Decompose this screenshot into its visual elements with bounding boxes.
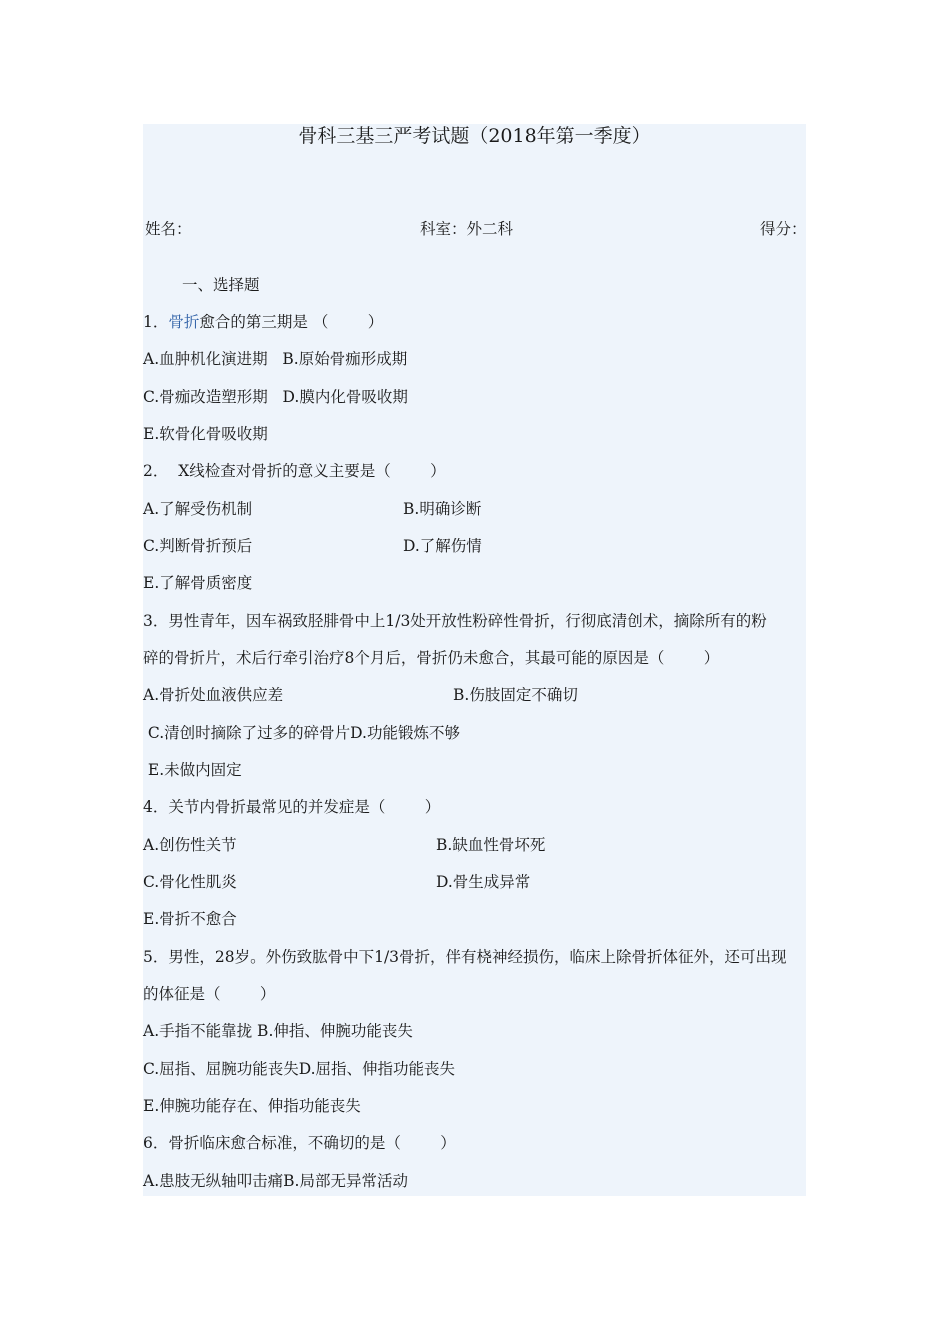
question-2-option-c: C.判断骨折预后	[143, 537, 253, 555]
question-5-line-1: 5．男性，28岁。外伤致肱骨中下1/3骨折，伴有桡神经损伤，临床上除骨折体征外，还可出现	[143, 948, 787, 966]
question-2-option-d: D.了解伤情	[403, 537, 482, 555]
question-1-options-cd: C.骨痂改造塑形期 D.膜内化骨吸收期	[143, 388, 408, 406]
question-3-options-cd: C.清创时摘除了过多的碎骨片D.功能锻炼不够	[143, 724, 460, 742]
question-1-option-e: E.软骨化骨吸收期	[143, 425, 268, 443]
question-3-option-a: A.骨折处血液供应差	[143, 686, 284, 704]
question-4-option-b: B.缺血性骨坏死	[436, 836, 546, 854]
question-4-option-d: D.骨生成异常	[436, 873, 531, 891]
question-1-options-ab: A.血肿机化演进期 B.原始骨痂形成期	[143, 350, 408, 368]
question-3-option-e: E.未做内固定	[143, 761, 242, 779]
question-4-option-c: C.骨化性肌炎	[143, 873, 237, 891]
question-3-line-1: 3．男性青年，因车祸致胫腓骨中上1/3处开放性粉碎性骨折，行彻底清创术，摘除所有的粉	[143, 612, 767, 630]
question-text: 愈合的第三期是 （ ）	[199, 313, 384, 331]
question-2-option-b: B.明确诊断	[403, 500, 482, 518]
question-5-options-ab: A.手指不能靠拢 B.伸指、伸腕功能丧失	[143, 1022, 413, 1040]
document-title: 骨科三基三严考试题（2018年第一季度）	[298, 125, 651, 147]
question-6-options-ab: A.患肢无纵轴叩击痛B.局部无异常活动	[143, 1172, 408, 1190]
question-1	[143, 312, 383, 332]
fracture-link[interactable]: 骨折	[168, 313, 200, 331]
name-label: 姓名：	[145, 220, 192, 238]
question-number: 1．	[143, 313, 169, 331]
question-2-option-e: E.了解骨质密度	[143, 574, 253, 592]
score-label: 得分：	[760, 220, 807, 238]
question-5-option-e: E.伸腕功能存在、伸指功能丧失	[143, 1097, 361, 1115]
question-3-line-2: 碎的骨折片，术后行牵引治疗8个月后，骨折仍未愈合，其最可能的原因是（ ）	[143, 649, 720, 667]
question-5-options-cd: C.屈指、屈腕功能丧失D.屈指、伸指功能丧失	[143, 1060, 456, 1078]
department-label: 科室：外二科	[420, 220, 514, 238]
question-4-option-a: A.创伤性关节	[143, 836, 237, 854]
section-title: 一、选择题	[182, 276, 260, 294]
question-4-option-e: E.骨折不愈合	[143, 910, 237, 928]
question-6: 6．骨折临床愈合标准，不确切的是（ ）	[143, 1134, 456, 1152]
question-3-option-b: B.伤肢固定不确切	[453, 686, 578, 704]
question-2-option-a: A.了解受伤机制	[143, 500, 253, 518]
question-2: 2． X线检查对骨折的意义主要是（ ）	[143, 462, 446, 480]
question-4: 4．关节内骨折最常见的并发症是（ ）	[143, 798, 441, 816]
question-5-line-2: 的体征是（ ）	[143, 985, 276, 1003]
